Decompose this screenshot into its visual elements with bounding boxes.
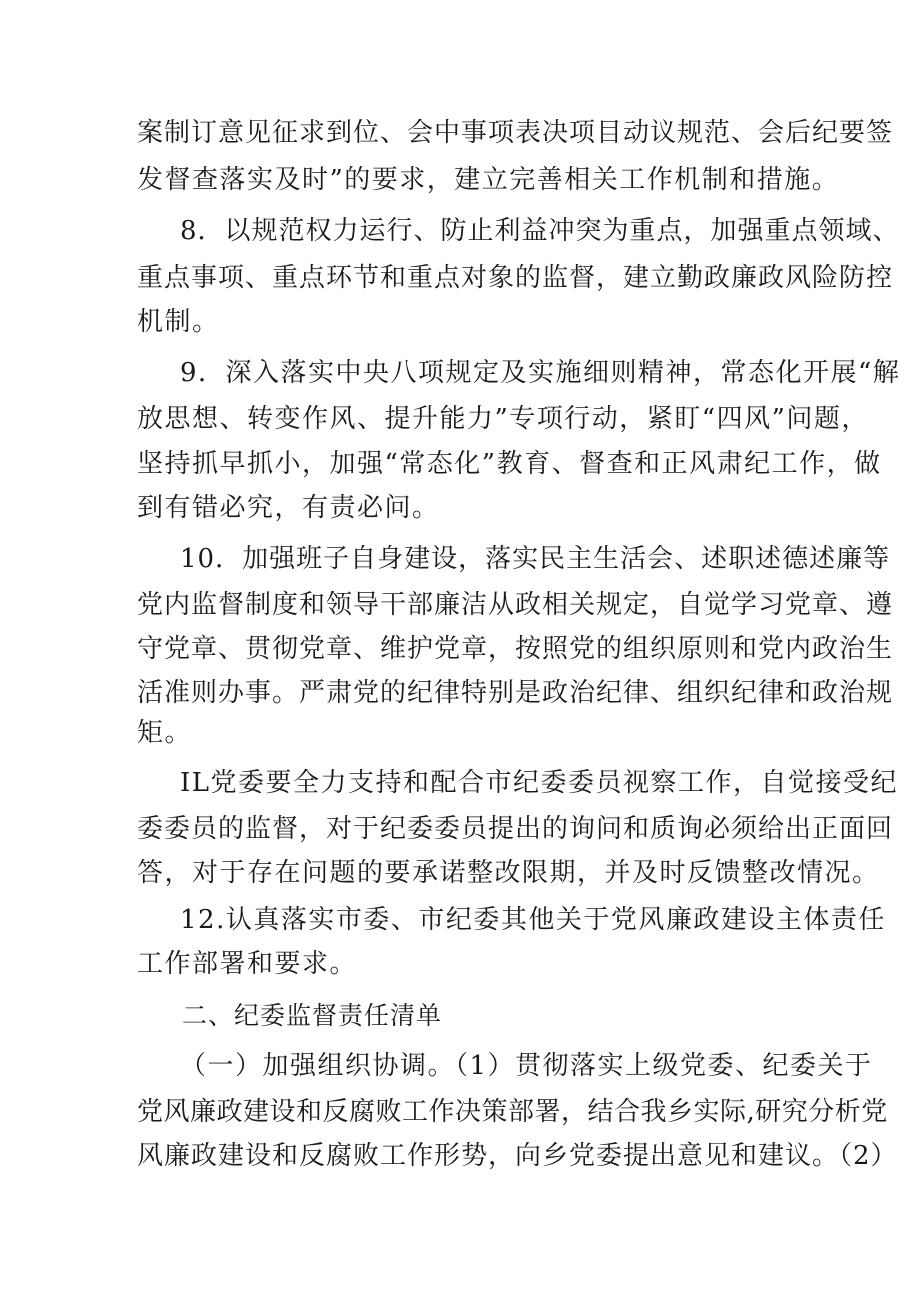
text-line: 矩。 (137, 718, 193, 748)
paragraph-11-line: IL党委要全力支持和配合市纪委委员视察工作，自觉接受纪 (180, 768, 899, 798)
subsection-line: （一）加强组织协调。（1）贯彻落实上级党委、纪委关于 (180, 1051, 873, 1081)
text-line: 答，对于存在问题的要承诺整改限期，并及时反馈整改情况。 (137, 858, 880, 888)
section-heading: 二、纪委监督责任清单 (182, 1001, 443, 1030)
text-line: 机制。 (137, 307, 220, 337)
text-line: 到有错必究，有责必问。 (137, 493, 440, 523)
text-line: 守党章、贯彻党章、维护党章，按照党的组织原则和党内政治生 (137, 634, 894, 664)
paragraph-10-line: 10．加强班子自身建设，落实民主生活会、述职述德述廉等 (180, 544, 891, 574)
paragraph-9-line: 9．深入落实中央八项规定及实施细则精神，常态化开展“解 (180, 358, 901, 388)
text-line: 委委员的监督，对于纪委委员提出的询问和质询必须给出正面回 (137, 814, 894, 844)
text-line: 活准则办事。严肃党的纪律特别是政治纪律、组织纪律和政治规 (137, 678, 894, 708)
paragraph-8-line: 8．以规范权力运行、防止利益冲突为重点，加强重点领域、 (180, 216, 900, 246)
text-line: 工作部署和要求。 (137, 949, 358, 979)
text-line: 党内监督制度和领导干部廉洁从政相关规定，自觉学习党章、遵 (137, 590, 894, 620)
text-line: 风廉政建设和反腐败工作形势，向乡党委提出意见和建议。（2） (137, 1141, 898, 1171)
text-line: 发督查落实及时”的要求，建立完善相关工作机制和措施。 (137, 165, 840, 195)
text-line: 重点事项、重点环节和重点对象的监督，建立勤政廉政风险防控 (137, 263, 894, 293)
text-line: 坚持抓早抓小，加强“常态化”教育、督查和正风肃纪工作，做 (137, 449, 882, 479)
text-line: 放思想、转变作风、提升能力”专项行动，紧盯“四风”问题， (137, 404, 869, 434)
text-line: 党风廉政建设和反腐败工作决策部署，结合我乡实际,研究分析党 (137, 1097, 888, 1127)
paragraph-12-line: 12.认真落实市委、市纪委其他关于党风廉政建设主体责任 (180, 905, 886, 935)
text-line: 案制订意见征求到位、会中事项表决项目动议规范、会后纪要签 (137, 118, 894, 148)
